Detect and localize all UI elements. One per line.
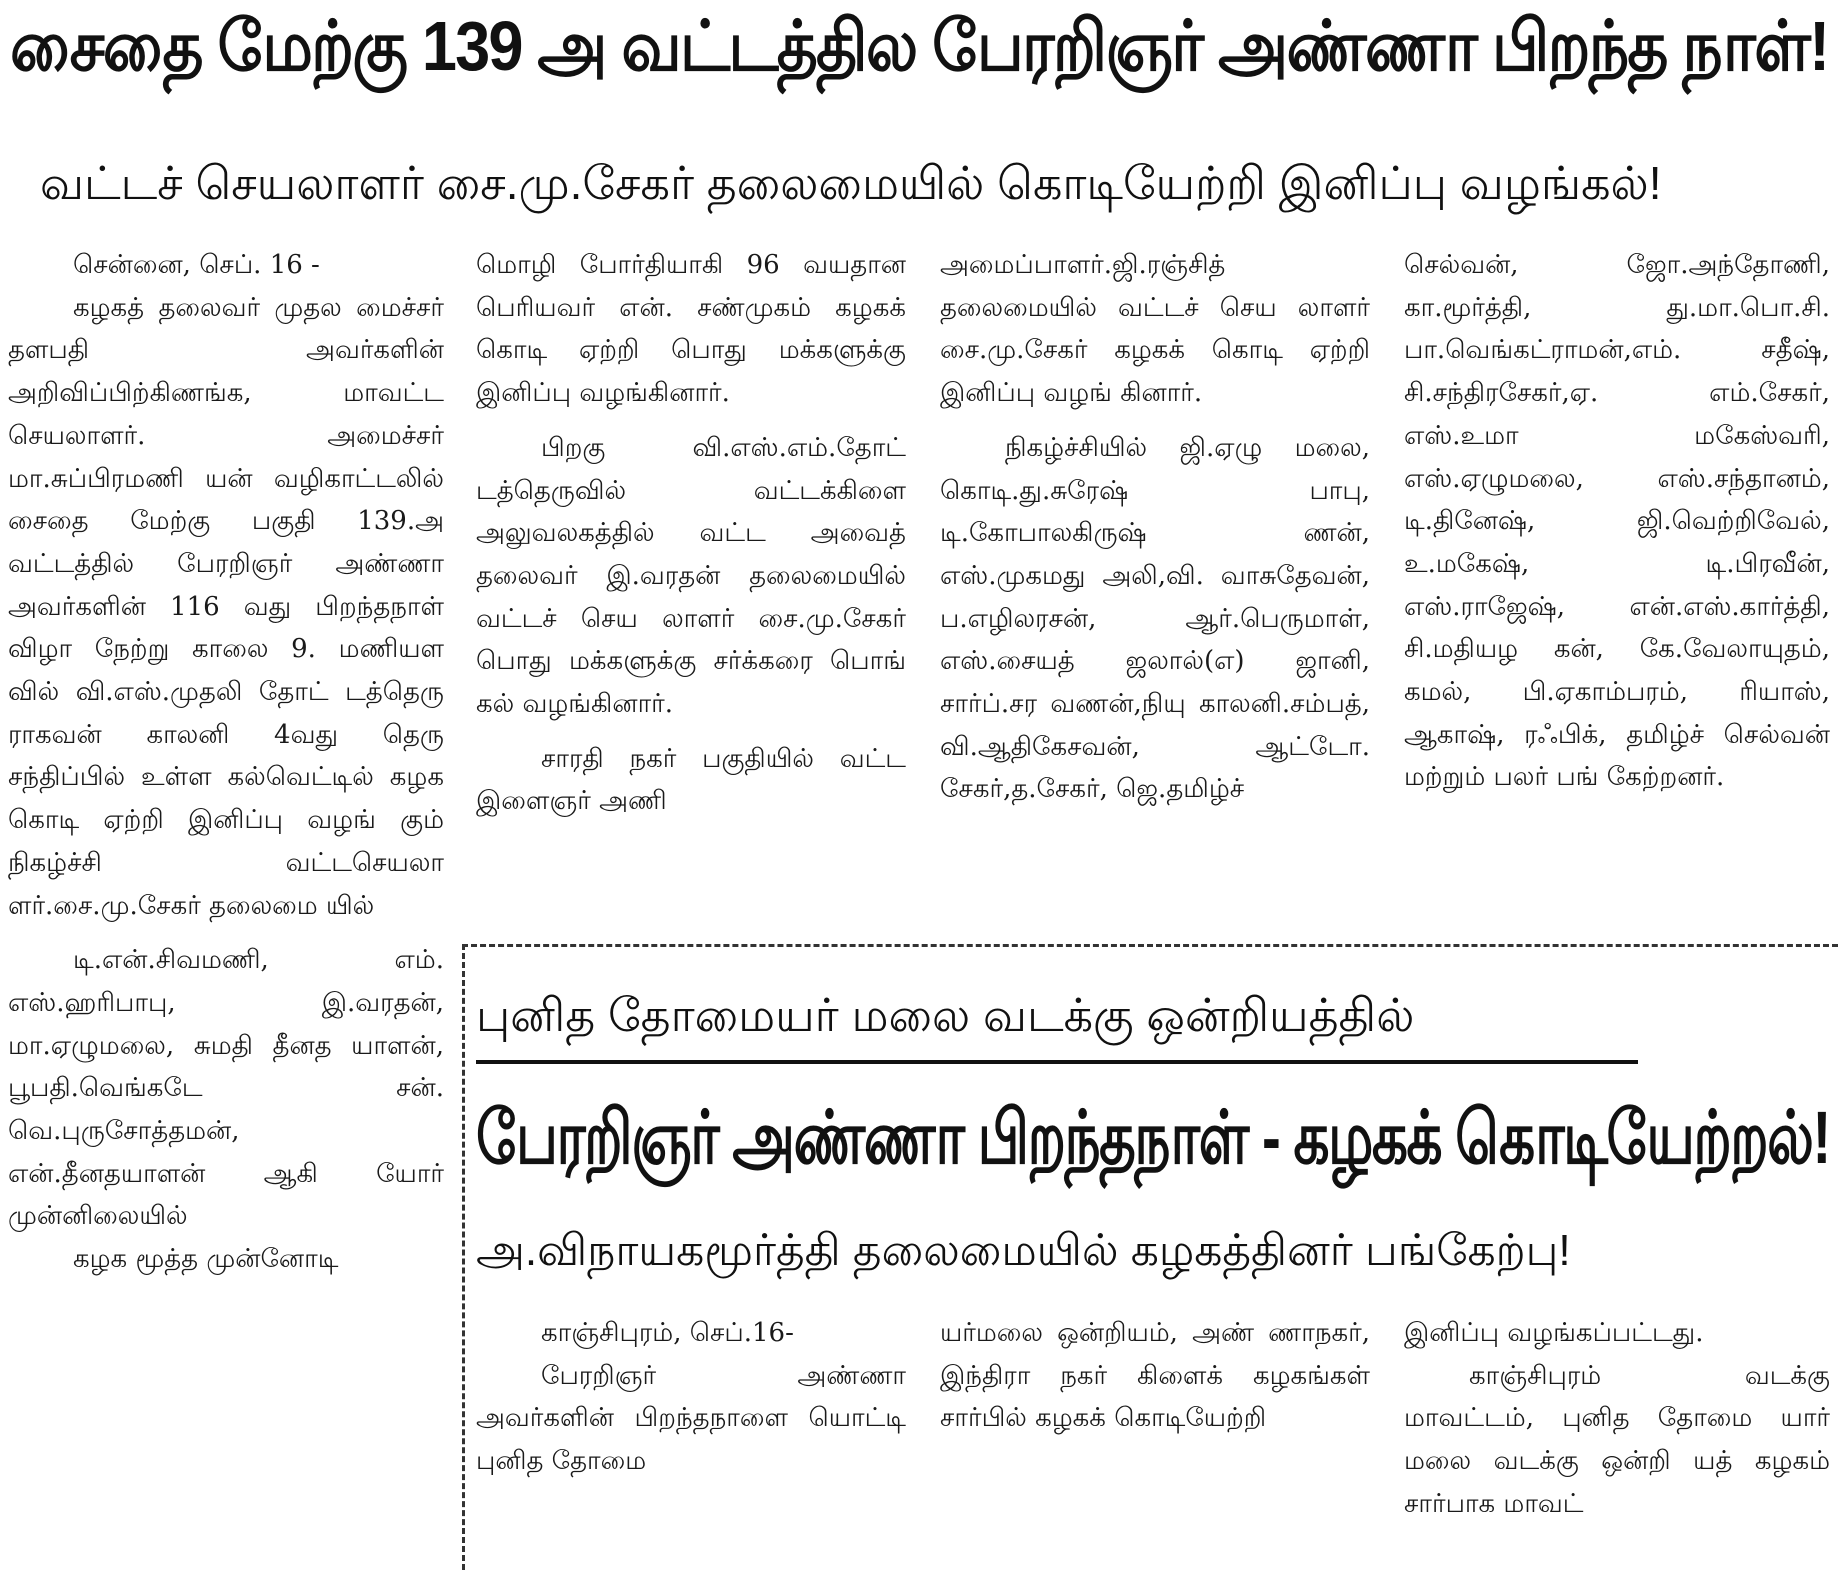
box-left-border xyxy=(462,944,465,1570)
article2-paragraph: காஞ்சிபுரம் வடக்கு மாவட்டம், புனித தோமை யார் மலை வடக்கு ஒன்றி யத் கழகம் சார்பாக மாவட் xyxy=(1404,1360,1830,1519)
main-headline: சைதை மேற்கு 139 அ வட்டத்தில பேரறிஞர் அண்ணா பிறந்த நாள்! xyxy=(10,7,1829,85)
article1-paragraph: கழகத் தலைவர் முதல மைச்சர் தளபதி அவர்களின் அறிவிப்பிற்கிணங்க, மாவட்ட செயலாளர். அமைச்சர் மா.சுப்பிரமணி யன் வழிகாட்டலில் சைதை மேற்கு பகுதி 139.அ வட்டத்தில் பேரறிஞர் அண்ணா அவர்களின் 116 வது பிறந்தநாள் விழா நேற்று காலை 9. மணியள வில் வி.எஸ்.முதலி தோட் டத்தெரு ராகவன் காலனி 4வது தெரு சந்திப்பில் உள்ள கல்வெட்டில் கழக கொடி ஏற்றி இனிப்பு வழங் கும் நிகழ்ச்சி வட்டசெயலா ளர்.சை.மு.சேகர் தலைமை யில் xyxy=(8,292,444,921)
article2-subheadline: அ.விநாயகமூர்த்தி தலைமையில் கழகத்தினர் பங்கேற்பு! xyxy=(476,1226,1571,1275)
kicker-underline xyxy=(476,1060,1638,1064)
box-top-border xyxy=(462,944,1838,947)
article2-column-3 xyxy=(1404,1312,1830,1570)
article1-paragraph: அமைப்பாளர்.ஜி.ரஞ்சித் தலைமையில் வட்டச் செய லாளர் சை.மு.சேகர் கழகக் கொடி ஏற்றி இனிப்பு வழங் கினார். xyxy=(940,250,1370,409)
article1-paragraph: சாரதி நகர் பகுதியில் வட்ட இளைஞர் அணி xyxy=(476,743,906,817)
article2-paragraph: பேரறிஞர் அண்ணா அவர்களின் பிறந்தநாளை யொட்டி புனித தோமை xyxy=(476,1360,906,1477)
article2-column-1 xyxy=(476,1312,906,1483)
article1-column-4 xyxy=(1404,244,1830,799)
article2-dateline: காஞ்சிபுரம், செப்.16- xyxy=(541,1318,794,1348)
article2-paragraph: இனிப்பு வழங்கப்பட்டது. xyxy=(1404,1318,1704,1348)
article1-paragraph: டி.என்.சிவமணி, எம். எஸ்.ஹரிபாபு, இ.வரதன், மா.ஏழுமலை, சுமதி தீனத யாளன், பூபதி.வெங்கடே சன். வெ.புருசோத்தமன், என்.தீனதயாளன் ஆகி யோர் முன்னிலையில் xyxy=(8,945,444,1232)
article1-paragraph: செல்வன், ஜோ.அந்தோணி, கா.மூர்த்தி, து.மா.பொ.சி. பா.வெங்கட்ராமன்,எம். சதீஷ், சி.சந்திரசேகர்,ஏ. எம்.சேகர், எஸ்.உமா மகேஸ்வரி, எஸ்.ஏழுமலை, எஸ்.சந்தானம், டி.தினேஷ், ஜி.வெற்றிவேல், உ.மகேஷ், டி.பிரவீன், எஸ்.ராஜேஷ், என்.எஸ்.கார்த்தி, சி.மதியழ கன், கே.வேலாயுதம், கமல், பி.ஏகாம்பரம், ரியாஸ், ஆகாஷ், ரஃபிக், தமிழ்ச் செல்வன் மற்றும் பலர் பங் கேற்றனர். xyxy=(1404,250,1830,793)
article1-column-2 xyxy=(476,244,906,823)
article1-paragraph: கழக மூத்த முன்னோடி xyxy=(73,1244,339,1275)
article1-paragraph: மொழி போர்தியாகி 96 வயதான பெரியவர் என். சண்முகம் கழகக் கொடி ஏற்றி பொது மக்களுக்கு இனிப்பு வழங்கினார். xyxy=(476,250,906,409)
article2-kicker: புனித தோமையர் மலை வடக்கு ஒன்றியத்தில் xyxy=(476,989,1415,1041)
article2-headline: பேரறிஞர் அண்ணா பிறந்தநாள் - கழகக் கொடியேற்றல்! xyxy=(476,1096,1830,1179)
article1-paragraph: நிகழ்ச்சியில் ஜி.ஏழு மலை, கொடி.து.சுரேஷ் பாபு, டி.கோபாலகிருஷ் ணன், எஸ்.முகமது அலி,வி. வாசுதேவன், ப.எழிலரசன், ஆர்.பெருமாள், எஸ்.சையத் ஜலால்(எ) ஜானி, சார்ப்.சர வணன்,நியு காலனி.சம்பத், வி.ஆதிகேசவன், ஆட்டோ. சேகர்,த.சேகர், ஜெ.தமிழ்ச் xyxy=(940,432,1370,805)
article1-column-3 xyxy=(940,244,1370,811)
article2-paragraph: யர்மலை ஒன்றியம், அண் ணாநகர், இந்திரா நகர் கிளைக் கழகங்கள் சார்பில் கழகக் கொடியேற்றி xyxy=(940,1318,1370,1434)
main-subheadline: வட்டச் செயலாளர் சை.மு.சேகர் தலைமையில் கொடியேற்றி இனிப்பு வழங்கல்! xyxy=(40,157,1662,209)
article2-column-2 xyxy=(940,1312,1370,1440)
article1-dateline: சென்னை, செப். 16 - xyxy=(73,250,320,280)
article1-paragraph: பிறகு வி.எஸ்.எம்.தோட் டத்தெருவில் வட்டக்கிளை அலுவலகத்தில் வட்ட அவைத் தலைவர் இ.வரதன் தலைமையில் வட்டச் செய லாளர் சை.மு.சேகர் பொது மக்களுக்கு சர்க்கரை பொங் கல் வழங்கினார். xyxy=(476,432,906,720)
article1-column-1 xyxy=(8,244,444,1281)
